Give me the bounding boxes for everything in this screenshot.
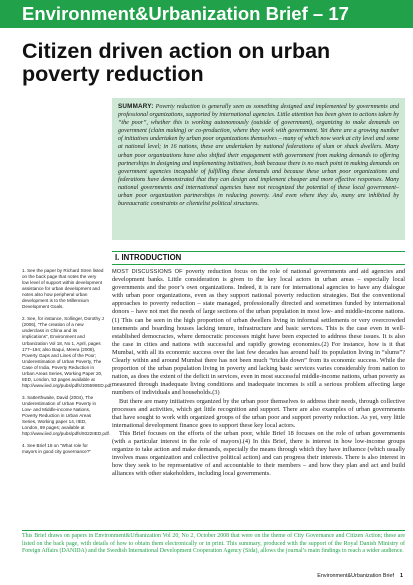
series-banner bbox=[0, 0, 413, 28]
footer-journal: Environment&Urbanization Brief bbox=[317, 573, 394, 579]
summary-text: Poverty reduction is generally seen as something designed and implemented by governments and professional organizations, supported by international agencies. Little attention has been given to actions taken by “the poor”, whether this is working autonomously (outside of government), organizing to make demands on government (claim making) or co-production, where they work with government. Yet there are a growing number of initiatives undertaken by urban poor organizations themselves – many of which now work at city level and some at national level; in 16 nations, these are undertaken by national federations of slum or shack dwellers. Many urban poor organizations have also shifted their engagement with government from making demands to offering partnerships in designing and implementing initiatives, both because there is no much point in making demands on government agencies incapable of fulfilling these demands and because these urban poor organizations and federations have demonstrated that they can design and implement cheaper and more effective responses. Many national governments and international agencies have not recognized the potential of these local government–urban poor organization partnerships in reducing poverty. And even where they do, many are inhibited by bureaucratic constraints or clientelist political structures. bbox=[118, 104, 400, 208]
body-text bbox=[112, 268, 405, 521]
footnote-1: 1. See the paper by Richard Stren listed on the back page that notes the very low level of support within development assistance for urban development and notes also how peripheral urban development is to the Millennium Development Goals. bbox=[22, 268, 104, 310]
article-title: Citizen driven action on urban poverty reduction bbox=[22, 39, 331, 86]
footnote-4: 4. See Brief 18 on “What role for mayors in good city governance?” bbox=[22, 443, 91, 455]
body-paragraph-3: This Brief focuses on the efforts of the urban poor, while Brief 18 focuses on the role of urban governments (with a particular interest in the role of mayors).(4) In this Brief, there is interest in how low-income groups organize to take action and make demands, especially the means through which they have influence (which usually involves mass organization and collective political action) and can progress their interests. There is also interest in how they seek to be representative of and accountable to their members – and how they plan and act and build alliances with other stakeholders, including local governments. bbox=[112, 429, 405, 478]
section-heading: I. INTRODUCTION bbox=[112, 251, 405, 265]
footnote-3: 3. Satterthwaite, David (2004), The Underestimation of Urban Poverty in Low- and Middle-income Nations, Poverty Reduction in Urban Areas Series, Working paper 14, IIED, London, 69 pages; available at http://www.iied.org/pubs/pdfs/9322IIED.pdf. bbox=[22, 394, 111, 437]
footnote-2: 2. See, for instance, Sollinger, Dorothy J (2006), “The creation of a new underclass in China and its implications”, Environment and Urbanization Vol 18, No 1, April, pages 177–194; also Baqui, Meera (2008), Poverty Gaps and Lines of the Poor; Underestimation of Urban Poverty, The Case of India, Poverty Reduction in Urban Areas Series, Working Paper 20, IIED, London, 53 pages available at http://www.iied.org/pubs/pdfs/10559IIED.pdf. bbox=[22, 316, 113, 388]
divider bbox=[22, 530, 405, 531]
lead-in: MOST DISCUSSIONS OF bbox=[112, 269, 183, 275]
page-number: 1 bbox=[400, 573, 403, 579]
page-footer bbox=[317, 573, 403, 579]
footnotes-column bbox=[22, 268, 113, 461]
summary-box bbox=[112, 98, 405, 240]
acknowledgement-note: This Brief draws on papers in Environment&Urbanization Vol 20, No 2, October 2008 that were on the theme of City Governance and Citizen Action; these are listed on the back page, with details of how to obtain them electronically or in print. This summary, produced with the support of the Royal Danish Ministry of Foreign Affairs (DANIDA) and the Swedish International Development Cooperation Agency (Sida), allows the journal’s main findings to reach a wider audience. bbox=[22, 533, 405, 555]
body-paragraph-2: But there are many initiatives organized by the urban poor themselves to address their needs, through collective processes and activities, which get little recognition and support. There are also examples of urban governments that have sought to work with organized groups of the urban poor and support poverty reduction. As yet, very little international development finance goes to support these key local actors. bbox=[112, 397, 405, 429]
body-paragraph-1 bbox=[112, 268, 405, 398]
summary-label: SUMMARY: bbox=[118, 103, 154, 110]
series-title: Environment&Urbanization Brief – 17 bbox=[22, 3, 349, 24]
body-paragraph-1-text: poverty reduction focus on the role of national governments and aid agencies and development banks. Little consideration is given to the key local actors in urban areas – especially local governments and the poor’s own organizations. Indeed, it is rare for international agencies to have any dialogue with urban poor organizations, even as they support national poverty reduction strategies. But the conventional approaches to poverty reduction – state managed, professionally directed and sometimes funded by international donors – have not met the needs of large sections of the urban population in most low- and middle-income nations.(1) This can be seen in the high proportion of urban dwellers living in informal settlements or very overcrowded tenements and boarding houses lacking tenure, infrastructure and basic services. This is the case even in well-established democracies, where democratic processes might have been expected to address these issues. It is also the case in cities and nations with successful and rapidly growing economies.(2) For instance, how is it that Mumbai, with all its economic success over the last few decades has around half its population living in “slums”? Clearly within and around Mumbai there has not been much “trickle down” from its economic success. While the proportion of the urban population living in poverty and lacking basic services varies considerably from nation to nation, as does the extent of the deficit in services, even in most successful middle-income nations, urban poverty as measured through inadequate living conditions and inadequate incomes is still a serious problem affecting large numbers of individuals and households.(3) bbox=[112, 268, 405, 397]
